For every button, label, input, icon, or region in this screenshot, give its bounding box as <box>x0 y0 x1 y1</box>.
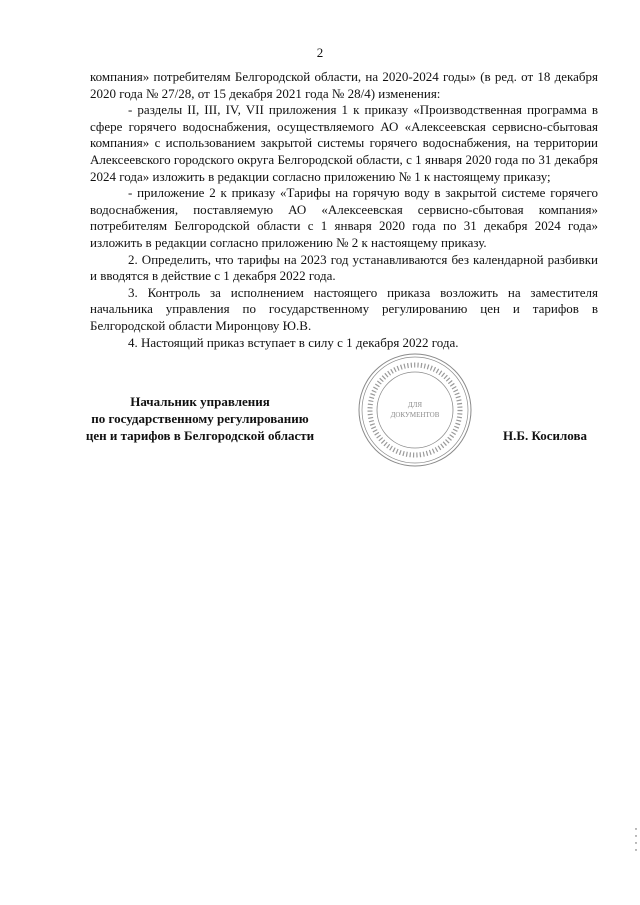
signature-title-line-2: по государственному регулированию <box>91 410 309 426</box>
paragraph-3: - приложение 2 к приказу «Тарифы на горячую воду в закрытой системе горячего водоснабжения, поставляемую АО «Алексеевская сервисно-сбытовая компания» потребителям Белгородской области с 1 января 2020 года по 31 декабря 2024 года» изложить в редакции согласно приложению № 2 к настоящему приказу. <box>90 185 598 250</box>
seal-center-line-2: ДОКУМЕНТОВ <box>390 411 440 419</box>
seal-center-line-1: ДЛЯ <box>407 401 423 409</box>
scan-artifact-dots <box>634 826 638 856</box>
signature-title-line-3: цен и тарифов в Белгородской области <box>85 427 315 443</box>
paragraph-1: компания» потребителям Белгородской области, на 2020-2024 годы» (в ред. от 18 декабря 2020 года № 27/28, от 15 декабря 2021 года № 28/4) изменения: <box>90 69 598 101</box>
signature-title-line-1: Начальник управления <box>130 394 270 409</box>
seal-stamp-icon <box>356 351 474 469</box>
signature-name: Н.Б. Косилова <box>503 428 587 443</box>
paragraph-5: 3. Контроль за исполнением настоящего приказа возложить на заместителя начальника управления по государственному регулированию цен и тарифов в Белгородской области Миронцову Ю.В. <box>90 284 598 333</box>
paragraph-6: 4. Настоящий приказ вступает в силу с 1 декабря 2022 года. <box>128 334 459 350</box>
signature-title <box>80 394 320 444</box>
page-number: 2 <box>316 45 324 60</box>
paragraph-2: - разделы II, III, IV, VII приложения 1 к приказу «Производственная программа в сфере горячего водоснабжения, осуществляемого АО «Алексеевская сервисно-сбытовая компания» с использованием закрытой системы горячего водоснабжения, на территории Алексеевского городского округа Белгородской области, с 1 января 2020 года по 31 декабря 2024 года» изложить в редакции согласно приложению № 1 к настоящему приказу; <box>90 102 598 184</box>
paragraph-4: 2. Определить, что тарифы на 2023 год устанавливаются без календарной разбивки и вводятся в действие с 1 декабря 2022 года. <box>90 251 598 284</box>
body-text <box>90 69 598 351</box>
